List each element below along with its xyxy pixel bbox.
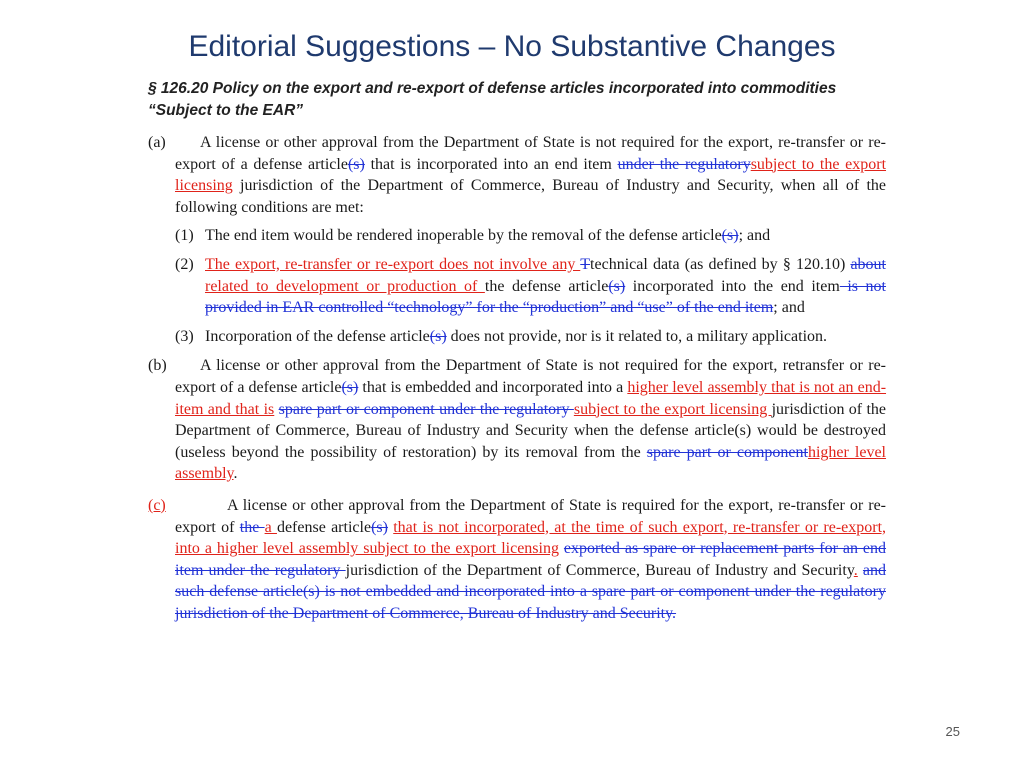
text-run: A license or other approval from the Department of State is not required for the export, retransfer or re-export of a defense article xyxy=(175,357,886,396)
inserted-text: related to development or production of xyxy=(205,277,485,295)
text-run: incorporated into the end item xyxy=(625,277,840,295)
text-run: that is embedded and incorporated into a xyxy=(358,378,628,396)
condition-item-3 xyxy=(148,326,886,348)
inserted-text: subject to the export licensing xyxy=(175,155,887,195)
page-number: 25 xyxy=(945,724,960,739)
deleted-text: (s) xyxy=(429,327,447,345)
condition-item-1 xyxy=(148,225,886,247)
slide-title: Editorial Suggestions – No Substantive Changes xyxy=(188,30,836,63)
text-run: A license or other approval from the Department of State is required for the export, re-transfer or re-export of xyxy=(175,496,886,536)
text-run: the defense article xyxy=(484,277,609,295)
document-excerpt xyxy=(148,78,886,624)
deleted-text: (s) xyxy=(347,155,365,173)
condition-item-2 xyxy=(148,254,886,319)
text-run: Incorporation of the defense article xyxy=(205,327,430,345)
deleted-text: is not provided in EAR controlled “technology” for the “production” and “use” of the end item xyxy=(205,277,887,317)
deleted-text: spare part or component under the regulatory xyxy=(278,400,574,418)
section-heading: § 126.20 Policy on the export and re-export of defense articles incorporated into commodities “Subject to the EAR” xyxy=(148,80,837,119)
text-run: that is incorporated into an end item xyxy=(364,155,618,173)
text-run: jurisdiction of the Department of Commerce, Bureau of Industry and Security xyxy=(345,561,854,579)
deleted-text: (s) xyxy=(721,227,739,245)
text-run: ; and xyxy=(738,227,771,245)
paragraph-c xyxy=(148,495,886,625)
inserted-text: a xyxy=(264,518,277,536)
condition-number: (1) xyxy=(175,227,194,245)
condition-number: (2) xyxy=(175,255,194,273)
deleted-text: (s) xyxy=(608,277,626,295)
paragraph-marker: (b) xyxy=(148,357,167,375)
inserted-text: higher level assembly xyxy=(175,443,887,483)
deleted-text: T xyxy=(580,255,591,273)
condition-number: (3) xyxy=(175,327,194,345)
deleted-text: and such defense article(s) is not embedded and incorporated into a spare part or component under the regulatory jurisdiction of the Department of Commerce, Bureau of Industry and Security. xyxy=(175,561,887,622)
paragraph-marker-inserted: (c) xyxy=(148,496,166,514)
text-run: jurisdiction of the Department of Commerce, Bureau of Industry and Security, when all of the following conditions are met: xyxy=(175,177,886,216)
deleted-text: the xyxy=(239,518,265,536)
deleted-text: exported as spare or replacement parts for an end item under the regulatory xyxy=(175,540,887,579)
text-run: A license or other approval from the Department of State is not required for the export, re-transfer or re-export of a defense article xyxy=(175,134,886,173)
text-run: technical data (as defined by § 120.10) xyxy=(590,255,851,273)
text-run: jurisdiction of the Department of Commerce, Bureau of Industry and Security when the defense article(s) would be destroyed (useless beyond the possibility of restoration) by its removal from the xyxy=(175,400,887,461)
inserted-text: higher level assembly that is not an end-item and that is xyxy=(175,378,887,418)
deleted-text: under the regulatory xyxy=(617,155,751,173)
inserted-text: The export, re-transfer or re-export does not involve any xyxy=(205,255,581,273)
deleted-text: (s) xyxy=(341,378,359,396)
paragraph-b xyxy=(148,355,886,485)
deleted-text: about xyxy=(850,255,886,273)
paragraph-marker: (a) xyxy=(148,134,166,151)
deleted-text: spare part or component xyxy=(646,443,808,461)
text-run: . xyxy=(233,465,238,483)
deleted-text: (s) xyxy=(371,518,388,536)
inserted-text: . xyxy=(853,561,858,579)
inserted-text: that is not incorporated, at the time of such export, re-transfer or re-export, into a higher level assembly subject to the export licensing xyxy=(175,518,887,558)
text-run: defense article xyxy=(276,518,372,536)
text-run: ; and xyxy=(773,299,805,317)
inserted-text: subject to the export licensing xyxy=(573,400,772,418)
paragraph-a xyxy=(148,132,886,218)
text-run: The end item would be rendered inoperable by the removal of the defense article xyxy=(205,227,722,245)
text-run: does not provide, nor is it related to, a military application. xyxy=(446,327,828,345)
